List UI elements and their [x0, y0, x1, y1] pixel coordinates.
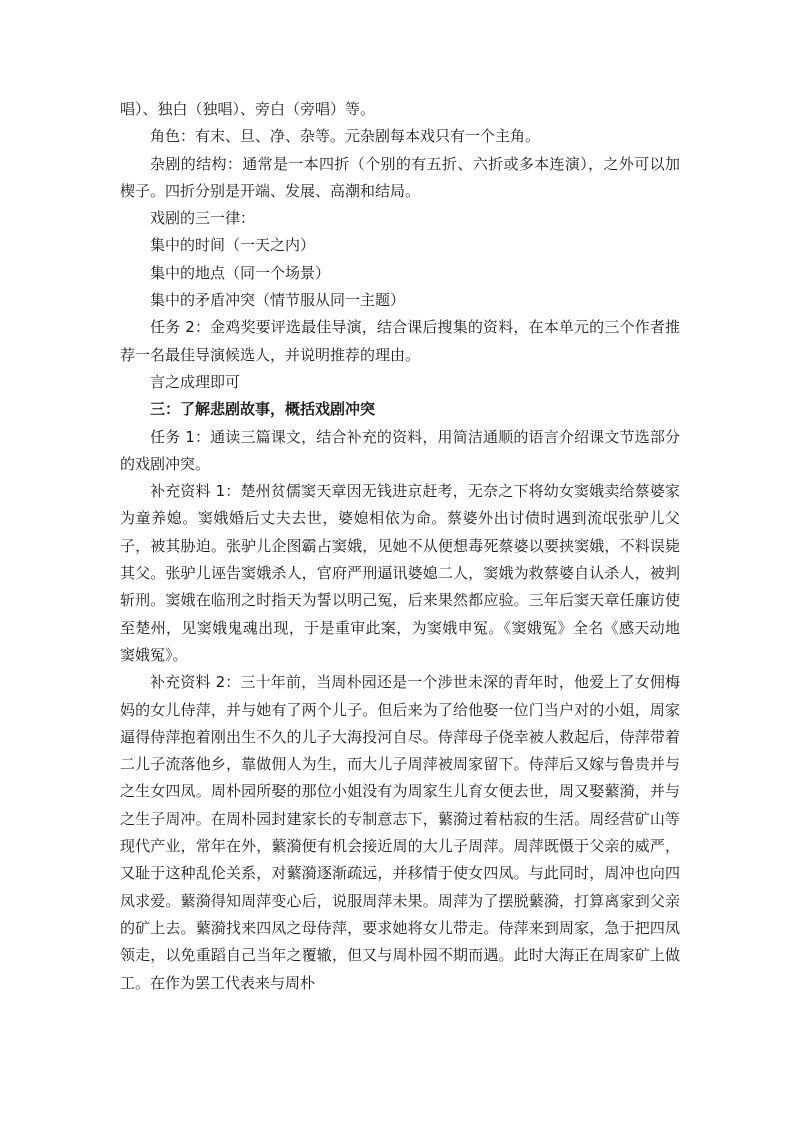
paragraph-unity-time: 集中的时间（一天之内） [150, 236, 316, 255]
paragraph-task-1: 任务 1：通读三篇课文，结合补充的资料，用简洁通顺的语言介绍课文节选部分的戏剧冲突。 [120, 427, 680, 473]
paragraph-roles: 角色：有末、旦、净、杂等。元杂剧每本戏只有一个主角。 [150, 127, 541, 146]
paragraph-task-2: 任务 2：金鸡奖要评选最佳导演，结合课后搜集的资料，在本单元的三个作者推荐一名最佳导演候选人，并说明推荐的理由。 [120, 318, 680, 364]
document-page [120, 96, 680, 997]
paragraph-three-unities-heading: 戏剧的三一律： [150, 209, 256, 228]
paragraph-zaju-structure: 杂剧的结构：通常是一本四折（个别的有五折、六折或多本连演），之外可以加楔子。四折分别是开端、发展、高潮和结局。 [120, 154, 680, 200]
paragraph-supplement-2: 补充资料 2：三十年前，当周朴园还是一个涉世未深的青年时，他爱上了女佣梅妈的女儿侍萍，并与她有了两个儿子。但后来为了给他娶一位门当户对的小姐，周家逼得侍萍抱着刚出生不久的儿子大海投河自尽。侍萍母子侥幸被人救起后，侍萍带着二儿子流落他乡，靠做佣人为生，而大儿子周萍被周家留下。侍萍后又嫁与鲁贵并与之生女四凤。周朴园所娶的那位小姐没有为周家生儿育女便去世，周又娶蘩漪，并与之生子周冲。在周朴园封建家长的专制意志下，蘩漪过着枯寂的生活。周经营矿山等现代产业，常年在外，蘩漪便有机会接近周的大儿子周萍。周萍既慑于父亲的威严，又耻于这种乱伦关系，对蘩漪逐渐疏远，并移情于使女四凤。与此同时，周冲也向四凤求爱。蘩漪得知周萍变心后，说服周萍未果。周萍为了摆脱蘩漪，打算离家到父亲的矿上去。蘩漪找来四凤之母侍萍，要求她将女儿带走。侍萍来到周家，急于把四凤领走，以免重蹈自己当年之覆辙，但又与周朴园不期而遇。此时大海正在周家矿上做工。在作为罢工代表来与周朴 [120, 673, 680, 992]
paragraph-unity-place: 集中的地点（同一个场景） [150, 263, 331, 282]
paragraph-performance-forms: 唱）、独白（独唱）、旁白（旁唱）等。 [120, 100, 376, 118]
paragraph-task-2-answer: 言之成理即可 [150, 372, 241, 391]
section-heading-three: 三：了解悲剧故事，概括戏剧冲突 [150, 400, 376, 419]
paragraph-supplement-1: 补充资料 1：楚州贫儒窦天章因无钱进京赶考，无奈之下将幼女窦娥卖给蔡婆家为童养媳。窦娥婚后丈夫去世，婆媳相依为命。蔡婆外出讨债时遇到流氓张驴儿父子，被其胁迫。张驴儿企图霸占窦娥，见她不从便想毒死蔡婆以要挟窦娥，不料误毙其父。张驴儿诬告窦娥杀人，官府严刑逼讯婆媳二人，窦娥为救蔡婆自认杀人，被判斩刑。窦娥在临刑之时指天为誓以明己冤，后来果然都应验。三年后窦天章任廉访使至楚州，见窦娥鬼魂出现，于是重审此案，为窦娥申冤。《窦娥冤》全名《感天动地窦娥冤》。 [120, 482, 680, 664]
paragraph-unity-action: 集中的矛盾冲突（情节服从同一主题） [150, 291, 406, 310]
